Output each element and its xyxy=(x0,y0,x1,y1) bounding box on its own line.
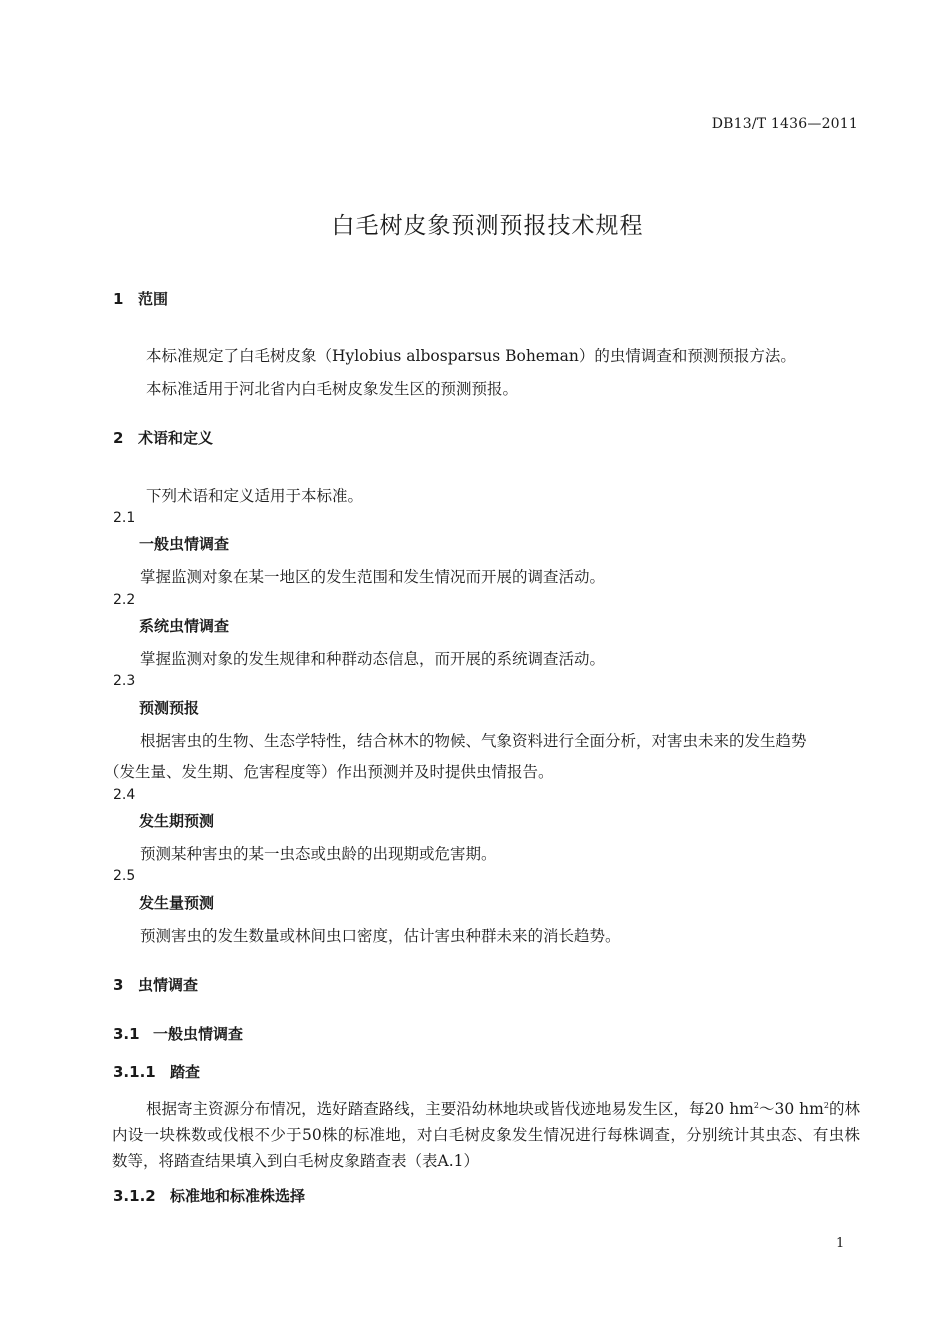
term-number: 2.3 xyxy=(113,673,136,689)
subsection-title: 标准地和标准株选择 xyxy=(170,1187,306,1205)
scope-paragraph-1: 本标准规定了白毛树皮象（Hylobius albosparsus Boheman）的虫情调查和预测预报方法。 xyxy=(146,347,796,365)
term-name: 发生期预测 xyxy=(139,812,215,830)
subsection-title: 踏查 xyxy=(170,1063,201,1081)
superscript: 2 xyxy=(753,1100,759,1110)
section-number: 1 xyxy=(113,290,124,308)
survey-text-part-2: ～30 hm xyxy=(758,1100,824,1118)
section-heading-2 xyxy=(113,427,213,448)
subsection-number: 3.1.1 xyxy=(113,1063,156,1081)
survey-text-part-3: 的林内设一块株数或伐根不少于50株的标准地，对白毛树皮象发生情况进行每株调查，分别统计其虫态、有虫株数等，将踏查结果填入到白毛树皮象踏查表（表A.1） xyxy=(112,1100,860,1170)
section-title: 范围 xyxy=(138,290,169,308)
section-number: 3 xyxy=(113,976,124,994)
survey-paragraph xyxy=(112,1096,860,1174)
term-number: 2.1 xyxy=(113,510,136,526)
term-name: 发生量预测 xyxy=(139,894,215,912)
term-number: 2.5 xyxy=(113,868,136,884)
term-number: 2.4 xyxy=(113,787,136,803)
section-number: 2 xyxy=(113,429,124,447)
section-title: 术语和定义 xyxy=(138,429,214,447)
section-title: 虫情调查 xyxy=(138,976,199,994)
page-number: 1 xyxy=(836,1236,845,1251)
term-definition: 掌握监测对象的发生规律和种群动态信息，而开展的系统调查活动。 xyxy=(140,650,606,668)
standard-number: DB13/T 1436—2011 xyxy=(711,116,858,132)
term-number: 2.2 xyxy=(113,592,136,608)
document-title: 白毛树皮象预测预报技术规程 xyxy=(331,213,644,239)
term-definition-line-2: （发生量、发生期、危害程度等）作出预测并及时提供虫情报告。 xyxy=(104,763,554,781)
subsection-number: 3.1.2 xyxy=(113,1187,156,1205)
section-heading-1 xyxy=(113,288,168,309)
subsection-heading-3-1-2 xyxy=(113,1185,305,1206)
section-heading-3 xyxy=(113,974,198,995)
terms-intro: 下列术语和定义适用于本标准。 xyxy=(146,487,364,505)
term-definition: 预测某种害虫的某一虫态或虫龄的出现期或危害期。 xyxy=(140,845,497,863)
term-definition: 掌握监测对象在某一地区的发生范围和发生情况而开展的调查活动。 xyxy=(140,568,606,586)
superscript: 2 xyxy=(823,1100,829,1110)
subsection-title: 一般虫情调查 xyxy=(153,1025,244,1043)
term-definition-line-1: 根据害虫的生物、生态学特性，结合林木的物候、气象资料进行全面分析，对害虫未来的发生趋势 xyxy=(140,732,807,750)
term-definition: 预测害虫的发生数量或林间虫口密度，估计害虫种群未来的消长趋势。 xyxy=(140,927,621,945)
survey-text-part-1: 根据寄主资源分布情况，选好踏查路线，主要沿幼林地块或皆伐迹地易发生区，每20 hm xyxy=(146,1100,754,1118)
term-name: 系统虫情调查 xyxy=(139,617,230,635)
term-name: 预测预报 xyxy=(139,699,200,717)
term-name: 一般虫情调查 xyxy=(139,535,230,553)
subsection-heading-3-1-1 xyxy=(113,1061,200,1082)
subsection-number: 3.1 xyxy=(113,1025,140,1043)
subsection-heading-3-1 xyxy=(113,1023,243,1044)
scope-paragraph-2: 本标准适用于河北省内白毛树皮象发生区的预测预报。 xyxy=(146,380,519,398)
